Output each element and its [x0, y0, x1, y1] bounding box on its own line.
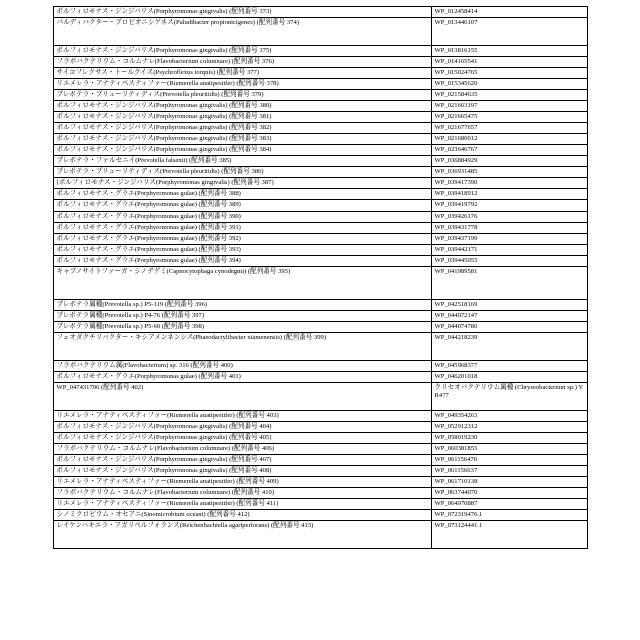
table-row [53, 382, 587, 410]
organism-cell: プレボテラ・ファルセニイ(Prevotella falsenii) (配列番号 385) [53, 156, 431, 167]
table-row [53, 123, 587, 134]
table-row [53, 454, 587, 465]
organism-cell: フェオダクチリバクター・キシアメンネンシス(Phaeodactylibacter xiamenensis) (配列番号 399) [53, 332, 431, 360]
organism-cell: ポルフィロモナス・ジンジバリス(Porphyromonas gingivalis) (配列番号 404) [53, 421, 431, 432]
accession-cell: WP_061156637 [431, 465, 587, 476]
accession-cell: WP_039442171 [431, 244, 587, 255]
organism-cell: リエメレラ・アナティペスティファー(Riemerella anatipestifer) (配列番号 409) [53, 477, 431, 488]
table-row [53, 244, 587, 255]
organism-cell: リエメレラ・アナティペスティファー(Riemerella anatipestifer) (配列番号 378) [53, 79, 431, 90]
organism-cell: ポルフィロモナス・ジンジバリス(Porphyromonas gingivalis) (配列番号 384) [53, 145, 431, 156]
organism-cell: WP_047431796 (配列番号 402) [53, 382, 431, 410]
accession-cell: WP_061710138 [431, 477, 587, 488]
accession-cell: WP_013816155 [431, 46, 587, 57]
accession-cell: WP_044072147 [431, 310, 587, 321]
accession-cell: WP_039431778 [431, 222, 587, 233]
table-row [53, 321, 587, 332]
table-row [53, 156, 587, 167]
organism-cell: ポルフィロモナス・ジンジバリス(Porphyromonas gingivalis) (配列番号 373) [53, 7, 431, 18]
organism-cell: ポルフィロモナス・グラエ(Porphyromonas gulae) (配列番号 393) [53, 244, 431, 255]
table-row [53, 465, 587, 476]
table-row [53, 510, 587, 521]
organism-cell: ポルフィロモナス・グラエ(Porphyromonas gulae) (配列番号 389) [53, 200, 431, 211]
accession-cell: WP_021680012 [431, 134, 587, 145]
accession-cell: WP_046201018 [431, 371, 587, 382]
table-row [53, 371, 587, 382]
organism-cell: プレボテラ属種(Prevotella sp.) P5-60 (配列番号 398) [53, 321, 431, 332]
accession-cell: WP_023646767 [431, 145, 587, 156]
accession-cell: WP_063744070 [431, 488, 587, 499]
accession-cell: WP_036931485 [431, 167, 587, 178]
accession-cell: WP_058019230 [431, 432, 587, 443]
organism-cell: フラボバクテリウム属(Flavobacterium) sp. 316 (配列番号 400) [53, 360, 431, 371]
accession-cell: WP_060381855 [431, 443, 587, 454]
accession-cell: WP_021677657 [431, 123, 587, 134]
organism-cell: フラボバクテリウム・コルムナレ(Flavobacterium columnare) (配列番号 410) [53, 488, 431, 499]
organism-cell: シノミクロビウム・オセアニ(Sinomicrobium oceani) (配列番号 412) [53, 510, 431, 521]
table-row [53, 499, 587, 510]
organism-cell: リエメレラ・アナティペスティファー(Riemerella anatipestifer) (配列番号 411) [53, 499, 431, 510]
accession-cell: WP_012458414 [431, 7, 587, 18]
accession-cell: WP_021665475 [431, 112, 587, 123]
table-row [53, 90, 587, 101]
accession-cell: WP_039426176 [431, 211, 587, 222]
organism-cell: ポルフィロモナス・ジンジバリス(Porphyromonas gingivalis) (配列番号 381) [53, 112, 431, 123]
accession-cell: WP_044218239 [431, 332, 587, 360]
organism-cell: プレボテラ属種(Prevotella sp.) P5-119 (配列番号 396) [53, 299, 431, 310]
organism-cell: レイケンバキエラ・アガリペルフォランス(Reichenbachiella agariperforans) (配列番号 413) [53, 521, 431, 549]
accession-cell: WP_064970887 [431, 499, 587, 510]
table-row [53, 222, 587, 233]
organism-cell: ポルフィロモナス・ジンジバリス(Porphyromonas gingivalis) (配列番号 382) [53, 123, 431, 134]
table-row [53, 68, 587, 79]
table-row [53, 360, 587, 371]
table-row [53, 443, 587, 454]
organism-cell: サイコフレクサス・トールクイス(Psychroflexus torquis) (配列番号 377) [53, 68, 431, 79]
accession-cell: WP_039418912 [431, 189, 587, 200]
table-row [53, 233, 587, 244]
accession-cell: WP_052912312 [431, 421, 587, 432]
accession-cell: WP_014165541 [431, 57, 587, 68]
table-row [53, 421, 587, 432]
accession-cell: WP_072319476.1 [431, 510, 587, 521]
table-row [53, 332, 587, 360]
accession-cell: WP_013446107 [431, 18, 587, 46]
organism-cell: ポルフィロモナス・ジンジバリス(Porphyromonas gingivalis) (配列番号 383) [53, 134, 431, 145]
accession-cell: WP_021663197 [431, 101, 587, 112]
organism-cell: ポルフィロモナス・ジンジバリス(Porphyromonas gingivalis) (配列番号 408) [53, 465, 431, 476]
accession-cell: WP_073124441.1 [431, 521, 587, 549]
table-row [53, 189, 587, 200]
table-row [53, 266, 587, 299]
organism-cell: ポルフィロモナス・ジンジバリス(Porphyromonas gingivalis) (配列番号 375) [53, 46, 431, 57]
sequence-accession-table [53, 6, 588, 549]
table-row [53, 7, 587, 18]
organism-cell: ポルフィロモナス・グラエ(Porphyromonas gulae) (配列番号 401) [53, 371, 431, 382]
organism-cell: ポルフィロモナス・グラエ(Porphyromonas gulae) (配列番号 390) [53, 211, 431, 222]
accession-cell: WP_039417390 [431, 178, 587, 189]
accession-cell: WP_041989581 [431, 266, 587, 299]
organism-cell: ポルフィロモナス・ジンジバリス(Porphyromonas gingivalis) (配列番号 407) [53, 454, 431, 465]
organism-cell: [ポルフィロモナス・ジンジバリス(Porphyromonas gingivalis) (配列番号 387) [53, 178, 431, 189]
accession-cell: WP_049354263 [431, 410, 587, 421]
table-row [53, 57, 587, 68]
table-row [53, 101, 587, 112]
organism-cell: ポルフィロモナス・グラエ(Porphyromonas gulae) (配列番号 391) [53, 222, 431, 233]
organism-cell: ポルフィロモナス・ジンジバリス(Porphyromonas gingivalis) (配列番号 380) [53, 101, 431, 112]
table-row [53, 299, 587, 310]
accession-cell: WP_015024765 [431, 68, 587, 79]
table-row [53, 167, 587, 178]
table-row [53, 134, 587, 145]
organism-cell: ポルフィロモナス・グラエ(Porphyromonas gulae) (配列番号 388) [53, 189, 431, 200]
table-row [53, 255, 587, 266]
table-row [53, 178, 587, 189]
organism-cell: フラボバクテリウム・コルムナレ(Flavobacterium columnare) (配列番号 406) [53, 443, 431, 454]
organism-cell: ポルフィロモナス・グラエ(Porphyromonas gulae) (配列番号 392) [53, 233, 431, 244]
accession-cell: WP_039437199 [431, 233, 587, 244]
table-row [53, 488, 587, 499]
table-row [53, 211, 587, 222]
organism-cell: ポルフィロモナス・ジンジバリス(Porphyromonas gingivalis) (配列番号 405) [53, 432, 431, 443]
organism-cell: プレボテラ・プリューリティディス(Prevotella pleuritidis) (配列番号 386) [53, 167, 431, 178]
organism-cell: ポルフィロモナス・グラエ(Porphyromonas gulae) (配列番号 394) [53, 255, 431, 266]
accession-cell: WP_039419792 [431, 200, 587, 211]
table-row [53, 112, 587, 123]
accession-cell: WP_039445055 [431, 255, 587, 266]
accession-cell: WP_036884929 [431, 156, 587, 167]
table-row [53, 18, 587, 46]
accession-cell: WP_061156470 [431, 454, 587, 465]
accession-cell: WP_015345620 [431, 79, 587, 90]
accession-cell: WP_042518169 [431, 299, 587, 310]
accession-cell: WP_021584635 [431, 90, 587, 101]
table-row [53, 410, 587, 421]
table-row [53, 46, 587, 57]
accession-cell: クリセオバクテリウム属種 (Chryseobacterium sp.) YR477 [431, 382, 587, 410]
organism-cell: キャプノサイトファーガ・シノデグミ(Capnocytophaga cynodegmi) (配列番号 395) [53, 266, 431, 299]
table-row [53, 477, 587, 488]
table-row [53, 432, 587, 443]
table-row [53, 145, 587, 156]
table-row [53, 79, 587, 90]
table-row [53, 521, 587, 549]
accession-cell: WP_045968377 [431, 360, 587, 371]
table-row [53, 310, 587, 321]
accession-cell: WP_044074780 [431, 321, 587, 332]
organism-cell: リエメレラ・アナティペスティファー(Riemerella anatipestifer) (配列番号 403) [53, 410, 431, 421]
organism-cell: プレボテラ・プリューリティディス(Prevotella pleuritidis) (配列番号 379) [53, 90, 431, 101]
organism-cell: プレボテラ属種(Prevotella sp.) P4-76 (配列番号 397) [53, 310, 431, 321]
organism-cell: フラボバクテリウム・コルムナレ(Flavobacterium columnare) (配列番号 376) [53, 57, 431, 68]
table-body [53, 7, 587, 549]
organism-cell: パルディバクター・プロピオニシゲネス(Paludibacter propionicigenes) (配列番号 374) [53, 18, 431, 46]
table-row [53, 200, 587, 211]
